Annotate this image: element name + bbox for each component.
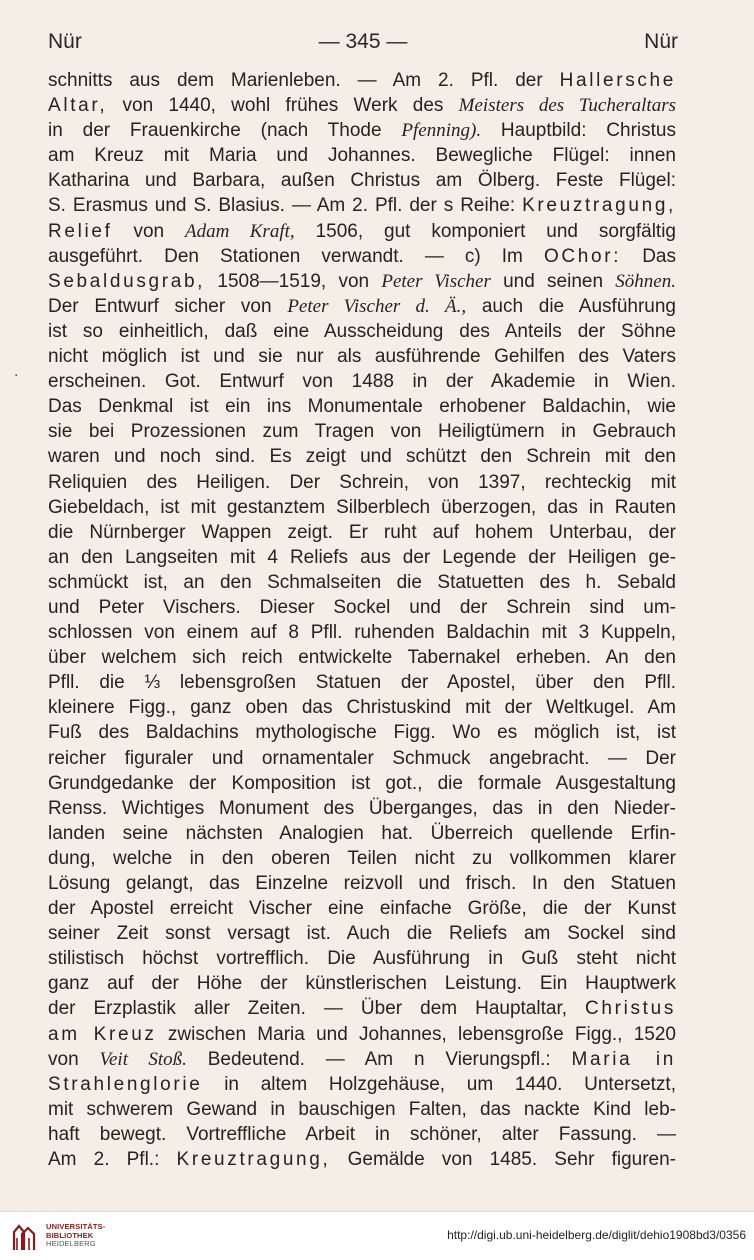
text-line [48, 720, 676, 745]
spaced-term: Strahlenglorie [48, 1073, 203, 1095]
spaced-term: Kreuztragung, [176, 1149, 331, 1171]
text-line [48, 921, 676, 946]
text-line [48, 545, 676, 570]
text-run: landen seine nächsten Analogien hat. Überreich quellende Erfin- [48, 822, 676, 844]
text-line [48, 670, 676, 695]
text-run: ist so einheitlich, daß eine Ausscheidung des Anteils der Söhne [48, 320, 676, 342]
text-line [48, 269, 676, 294]
text-run: seiner Zeit sonst versagt ist. Auch die Reliefs am Sockel sind [48, 923, 676, 945]
spaced-term: OChor: [543, 245, 622, 267]
permalink-url[interactable]: http://digi.ub.uni-heidelberg.de/diglit/dehio1908bd3/0356 [447, 1228, 746, 1242]
library-name-line2: BIBLIOTHEK [46, 1230, 94, 1240]
text-line [48, 294, 676, 319]
text-run: Katharina und Barbara, außen Christus am Ölberg. Feste Flügel: [48, 170, 676, 192]
text-run: erscheinen. Got. Entwurf von 1488 in der Akademie in Wien. [48, 371, 676, 393]
text-line [48, 570, 676, 595]
text-run: zwischen Maria und Johannes, lebensgroße Figg., 1520 [156, 1023, 676, 1045]
text-run: 1508—1519, von [205, 270, 382, 292]
text-line [48, 444, 676, 469]
text-run: S. Erasmus und S. Blasius. — Am 2. Pfl. der s Reihe: [48, 195, 523, 217]
text-run: nicht möglich ist und sie nur als ausführende Gehilfen des Vaters [48, 346, 676, 368]
text-run: über welchem sich reich entwickelte Tabernakel erheben. An den [48, 647, 676, 669]
text-line [48, 219, 676, 244]
text-run: schlossen von einem auf 8 Pfll. ruhenden Baldachin mit 3 Kuppeln, [48, 622, 676, 644]
text-run: Lösung gelangt, das Einzelne reizvoll und frisch. In den Statuen [48, 873, 676, 894]
text-run: Renss. Wichtiges Monument des Überganges, das in den Nieder- [48, 797, 676, 819]
text-run: waren und noch sind. Es zeigt und schützt den Schrein mit den [48, 446, 676, 468]
library-name [46, 1223, 105, 1249]
text-run: von 1440, wohl frühes Werk des [107, 95, 459, 117]
italic-name: Meisters des Tucheraltars [458, 95, 676, 117]
text-line [48, 495, 676, 520]
spaced-term: Altar, [48, 95, 108, 117]
text-run: von [48, 1048, 100, 1070]
text-line [48, 645, 676, 670]
spaced-term: Relief [48, 220, 113, 242]
italic-name: Peter Vischer [381, 270, 491, 292]
text-run: am Kreuz mit Maria und Johannes. Bewegliche Flügel: innen [48, 145, 676, 167]
text-run: die Nürnberger Wappen zeigt. Er ruht auf hohem Unterbau, der [48, 521, 676, 543]
text-line [48, 1122, 676, 1147]
spaced-term: Christus [585, 998, 676, 1020]
text-line [48, 419, 676, 444]
text-run: von [112, 220, 186, 242]
text-run: stilistisch höchst vortrefflich. Die Ausführung in Guß steht nicht [48, 948, 676, 970]
text-line [48, 746, 676, 771]
text-run: sie bei Prozessionen zum Tragen von Heiligtümern in Gebrauch [48, 421, 676, 443]
text-run: in der Frauenkirche (nach Thode [48, 120, 402, 142]
text-run: schnitts aus dem Marienleben. — Am 2. Pfl. der [48, 70, 560, 91]
library-name-line3: HEIDELBERG [46, 1239, 96, 1248]
text-run: ganz auf der Höhe der künstlerischen Leistung. Ein Hauptwerk [48, 973, 676, 995]
text-line [48, 68, 676, 93]
text-run: an den Langseiten mit 4 Reliefs aus der Legende der Heiligen ge- [48, 546, 676, 568]
university-logo-icon [8, 1220, 42, 1254]
text-run: ausgeführt. Den Stationen verwandt. — c) Im [48, 245, 544, 267]
spaced-term: Hallersche [559, 70, 676, 91]
text-line [48, 821, 676, 846]
text-line [48, 394, 676, 419]
text-line [48, 1022, 676, 1047]
text-run: der Apostel erreicht Vischer eine einfache Größe, die der Kunst [48, 898, 676, 920]
text-line [48, 971, 676, 996]
text-run: der Erzplastik aller Zeiten. — Über dem Hauptaltar, [48, 998, 586, 1020]
text-line [48, 595, 676, 620]
text-line [48, 93, 676, 118]
text-line [48, 771, 676, 796]
text-run: Am 2. Pfl.: [48, 1149, 177, 1171]
text-run: Pfll. die ⅓ lebensgroßen Statuen der Apostel, über den Pfll. [48, 672, 676, 694]
italic-name: Peter Vischer d. Ä., [287, 295, 467, 317]
text-run: Das [621, 245, 676, 267]
viewer-footer [0, 1211, 754, 1260]
page-number: — 345 — [318, 30, 408, 53]
text-line [48, 896, 676, 921]
text-line [48, 695, 676, 720]
text-line [48, 143, 676, 168]
text-line [48, 470, 676, 495]
text-run: Gemälde von 1485. Sehr figuren- [330, 1149, 676, 1171]
text-run: 1506, gut komponiert und sorgfältig [294, 220, 676, 242]
text-run: Der Entwurf sicher von [48, 295, 288, 317]
text-run: und Peter Vischers. Dieser Sockel und der Schrein sind um- [48, 596, 676, 618]
italic-name: Pfenning). [401, 120, 482, 142]
running-header [48, 30, 678, 58]
text-line [48, 369, 676, 394]
text-run: in altem Holzgehäuse, um 1440. Untersetzt, [202, 1073, 676, 1095]
text-run: kleinere Figg., ganz oben das Christuskind mit der Weltkugel. Am [48, 697, 676, 719]
text-line [48, 946, 676, 971]
text-line [48, 168, 676, 193]
text-line [48, 118, 676, 143]
text-line [48, 871, 676, 896]
text-line [48, 344, 676, 369]
spaced-term: am Kreuz [48, 1023, 157, 1045]
text-line [48, 1047, 676, 1072]
text-line [48, 1072, 676, 1097]
text-line [48, 319, 676, 344]
italic-name: Veit Stoß. [99, 1048, 187, 1070]
text-run: mit schwerem Gewand in bauschigen Falten, das nackte Kind leb- [48, 1098, 676, 1120]
text-line [48, 193, 676, 218]
text-run: reicher figuraler und ornamentaler Schmuck angebracht. — Der [48, 747, 676, 769]
margin-mark: · [14, 368, 19, 384]
header-right-keyword: Nür [644, 30, 678, 53]
spaced-term: Kreuztragung, [522, 195, 676, 217]
body-text [48, 68, 676, 1172]
text-line [48, 1097, 676, 1122]
text-run: haft bewegt. Vortreffliche Arbeit in schöner, alter Fassung. — [48, 1123, 676, 1145]
text-run: Das Denkmal ist ein ins Monumentale erhobener Baldachin, wie [48, 396, 676, 418]
spaced-term: Sebaldusgrab, [48, 270, 206, 292]
text-run: Bedeutend. — Am n Vierungspfl.: [186, 1048, 572, 1070]
text-run: auch die Ausführung [466, 295, 676, 317]
text-run: schmückt ist, an den Schmalseiten die Statuetten des h. Sebald [48, 571, 676, 593]
text-run: Grundgedanke der Komposition ist got., die formale Ausgestaltung [48, 772, 676, 794]
text-line [48, 1147, 676, 1172]
text-line [48, 244, 676, 269]
text-run: Reliquien des Heiligen. Der Schrein, von 1397, rechteckig mit [48, 471, 676, 493]
header-left-keyword: Nür [48, 30, 82, 53]
text-line [48, 996, 676, 1021]
italic-name: Söhnen. [615, 270, 676, 292]
library-name-line1: UNIVERSITÄTS- [46, 1222, 106, 1231]
italic-name: Adam Kraft, [185, 220, 295, 242]
spaced-term: Maria in [571, 1048, 676, 1070]
text-line [48, 846, 676, 871]
text-line [48, 620, 676, 645]
text-run: Fuß des Baldachins mythologische Figg. Wo es möglich ist, ist [48, 722, 676, 744]
text-run: dung, welche in den oberen Teilen nicht zu vollkommen klarer [48, 847, 676, 869]
text-run: Giebeldach, ist mit gestanztem Silberblech überzogen, das in Rauten [48, 496, 676, 518]
text-line [48, 796, 676, 821]
text-line [48, 520, 676, 545]
text-run: Hauptbild: Christus [481, 120, 676, 142]
text-run: und seinen [490, 270, 616, 292]
